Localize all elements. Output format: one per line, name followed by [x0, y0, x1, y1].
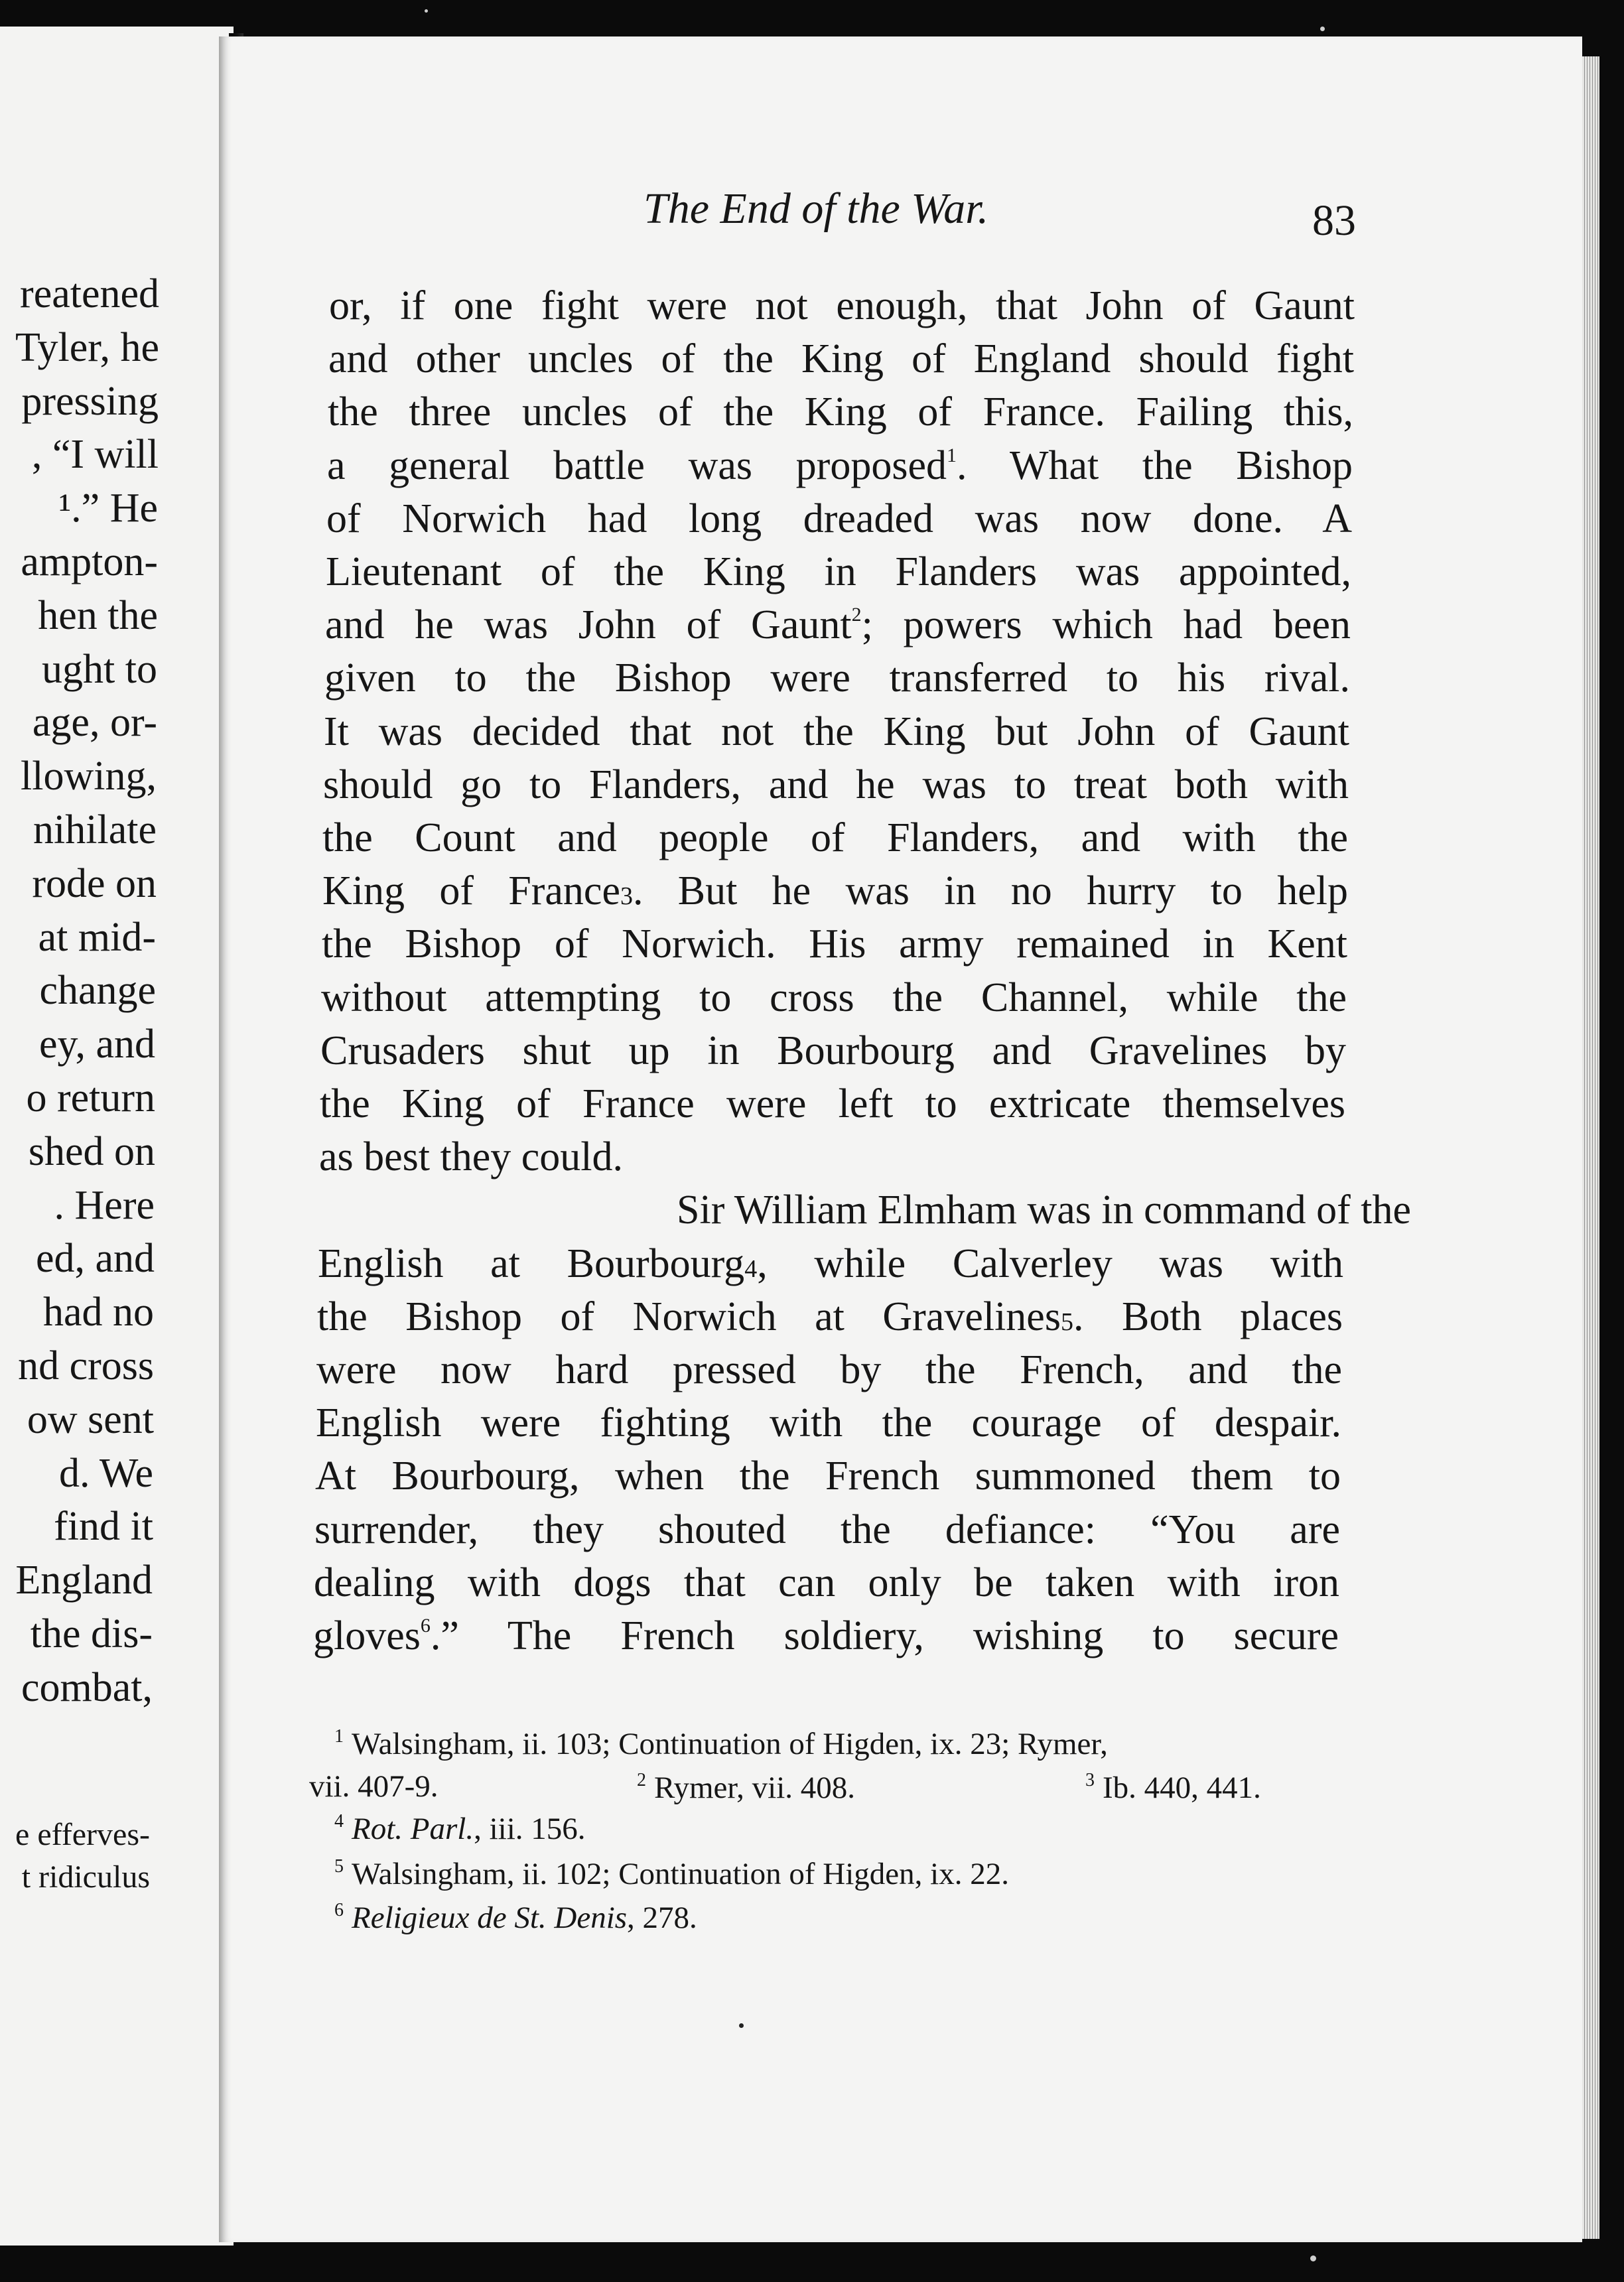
facing-page-line: ¹.” He [58, 486, 158, 531]
text-run: the Bishop of Norwich. His army remained in Kent [322, 921, 1347, 967]
text-run: the Count and people of Flanders, and with the [322, 815, 1348, 860]
facing-page-line: nihilate [33, 807, 157, 852]
facing-page-line: had no [42, 1290, 154, 1335]
footnote-6 [334, 1901, 697, 1934]
footnote-source-title: Rot. Parl. [352, 1812, 474, 1846]
text-line [328, 391, 1353, 433]
footnote-3 [1085, 1771, 1261, 1804]
facing-page-line: find it [54, 1504, 153, 1549]
facing-page-note: e efferves- [15, 1817, 150, 1852]
text-run: of Norwich had long dreaded was now done. A [326, 496, 1352, 541]
text-line [326, 551, 1351, 592]
facing-page-line: llowing, [21, 754, 157, 799]
footnote-text: Ib. 440, 441. [1103, 1771, 1261, 1805]
ink-dot [739, 2023, 744, 2028]
text-run: given to the Bishop were transferred to his rival. [324, 655, 1350, 701]
running-head: The End of the War. [643, 184, 989, 233]
text-run: were now hard pressed by the French, and the [316, 1347, 1342, 1392]
text-run: At Bourbourg, when the French summoned them to [315, 1453, 1341, 1499]
footnote-reference: 5 [1060, 1308, 1073, 1336]
facing-page-line: ed, and [35, 1236, 155, 1281]
text-run: surrender, they shouted the defiance: “You are [314, 1507, 1340, 1552]
footnote-source-title: Religieux de St. Denis [352, 1901, 628, 1935]
facing-page-line: d. We [59, 1451, 153, 1496]
facing-page-line: ow sent [27, 1397, 154, 1442]
facing-page-line: ught to [42, 647, 157, 692]
text-run: or, if one fight were not enough, that John of Gaunt [329, 283, 1355, 328]
footnote-number: 1 [334, 1726, 344, 1747]
text-line [324, 711, 1349, 752]
text-line [323, 764, 1349, 805]
footnote-text: Rymer, vii. 408. [654, 1771, 856, 1805]
facing-page-line: pressing [21, 379, 159, 424]
text-line [316, 1402, 1341, 1443]
footnote-5 [334, 1857, 1009, 1890]
facing-page-line: hen the [38, 593, 158, 638]
facing-page-line: England [15, 1558, 153, 1603]
text-line [329, 285, 1355, 326]
scan-speck [1320, 27, 1325, 31]
text-run: Crusaders shut up in Bourbourg and Gravelines by [320, 1028, 1346, 1073]
footnote-text: , iii. 156. [474, 1812, 586, 1846]
facing-page-line: nd cross [18, 1343, 154, 1388]
footnote-text: vii. 407-9. [309, 1769, 439, 1804]
footnote-number: 3 [1085, 1770, 1095, 1790]
facing-page-line: at mid- [38, 915, 156, 960]
footnote-2 [637, 1771, 855, 1804]
footnote-number: 4 [334, 1811, 344, 1832]
text-run: .” The French soldiery, wishing to secure [430, 1613, 1339, 1658]
text-line [328, 338, 1354, 379]
text-run: . What the Bishop [956, 443, 1353, 488]
facing-page-line: , “I will [31, 432, 159, 477]
facing-page-note: t ridiculus [21, 1859, 150, 1895]
footnote-1-continuation [309, 1771, 439, 1802]
footnote-reference: 1 [946, 444, 957, 466]
text-line [320, 1030, 1346, 1071]
footnote-reference: 3 [620, 882, 633, 910]
text-line [324, 657, 1350, 699]
text-line [314, 1562, 1339, 1603]
text-line [314, 1509, 1340, 1550]
text-line [322, 870, 1348, 911]
facing-page-line: rode on [32, 861, 157, 906]
text-run: . Both places [1073, 1294, 1343, 1339]
facing-page-line: Tyler, he [15, 325, 159, 370]
text-run: King of France [322, 868, 620, 913]
text-line [322, 923, 1347, 965]
text-line [313, 1615, 1339, 1656]
facing-page-line: age, or- [32, 700, 157, 745]
scan-speck [1310, 2255, 1316, 2261]
facing-page-line: the dis- [30, 1611, 153, 1656]
footnote-reference: 2 [851, 604, 862, 626]
footnote-number: 2 [637, 1770, 646, 1790]
text-line [315, 1455, 1341, 1497]
page-edges [1582, 56, 1599, 2239]
text-line [326, 498, 1352, 539]
text-line [677, 1187, 1412, 1233]
text-run: , while Calverley was with [757, 1241, 1343, 1286]
page-number: 83 [1312, 196, 1356, 245]
text-line [325, 604, 1351, 645]
footnote-number: 5 [334, 1856, 344, 1877]
text-run: Sir William Elmham was in command of the [677, 1187, 1412, 1233]
text-line [316, 1349, 1342, 1390]
facing-page [0, 27, 234, 2246]
text-run: It was decided that not the King but John of Gaunt [324, 709, 1349, 754]
footnote-text: , 278. [627, 1901, 697, 1935]
text-run: a general battle was proposed [327, 443, 947, 488]
text-run: the Bishop of Norwich at Gravelines [317, 1294, 1061, 1339]
facing-page-line: reatened [20, 271, 159, 316]
text-line [322, 817, 1348, 858]
text-run: the King of France were left to extricate themselves [320, 1081, 1345, 1126]
text-run: and he was John of Gaunt [325, 602, 852, 647]
text-run: without attempting to cross the Channel, while the [321, 975, 1347, 1020]
text-line [319, 1136, 623, 1177]
facing-page-line: ey, and [38, 1022, 155, 1067]
facing-page-line: o return [26, 1075, 155, 1120]
text-run: Lieutenant of the King in Flanders was appointed, [326, 549, 1351, 594]
text-run: English were fighting with the courage of despair. [316, 1400, 1341, 1445]
text-run: the three uncles of the King of France. Failing this, [328, 389, 1353, 435]
facing-page-line: shed on [28, 1129, 155, 1174]
footnote-4 [334, 1812, 586, 1845]
footnote-text: Walsingham, ii. 102; Continuation of Higden, ix. 22. [352, 1857, 1009, 1891]
text-line [327, 445, 1353, 486]
footnote-text: Walsingham, ii. 103; Continuation of Higden, ix. 23; Rymer, [352, 1727, 1108, 1761]
footnote-reference: 6 [420, 1615, 431, 1637]
facing-page-line: combat, [21, 1665, 153, 1710]
text-run: gloves [313, 1613, 421, 1658]
text-line [321, 977, 1347, 1018]
text-run: dealing with dogs that can only be taken with iron [314, 1560, 1339, 1605]
text-run: . But he was in no hurry to help [632, 868, 1348, 913]
text-line [320, 1083, 1345, 1124]
text-line [317, 1296, 1343, 1337]
footnote-1 [334, 1727, 1337, 1760]
footnote-number: 6 [334, 1900, 344, 1920]
text-run: should go to Flanders, and he was to treat both with [323, 762, 1349, 807]
text-run: as best they could. [319, 1134, 624, 1179]
facing-page-line: . Here [54, 1183, 155, 1228]
text-line [318, 1243, 1343, 1284]
footnote-reference: 4 [744, 1255, 758, 1283]
facing-page-line: change [39, 968, 156, 1013]
scan-speck [425, 9, 428, 13]
facing-page-line: ampton- [21, 539, 158, 584]
text-run: ; powers which had been [861, 602, 1351, 647]
text-run: and other uncles of the King of England should fight [328, 336, 1354, 381]
text-run: English at Bourbourg [318, 1241, 745, 1286]
